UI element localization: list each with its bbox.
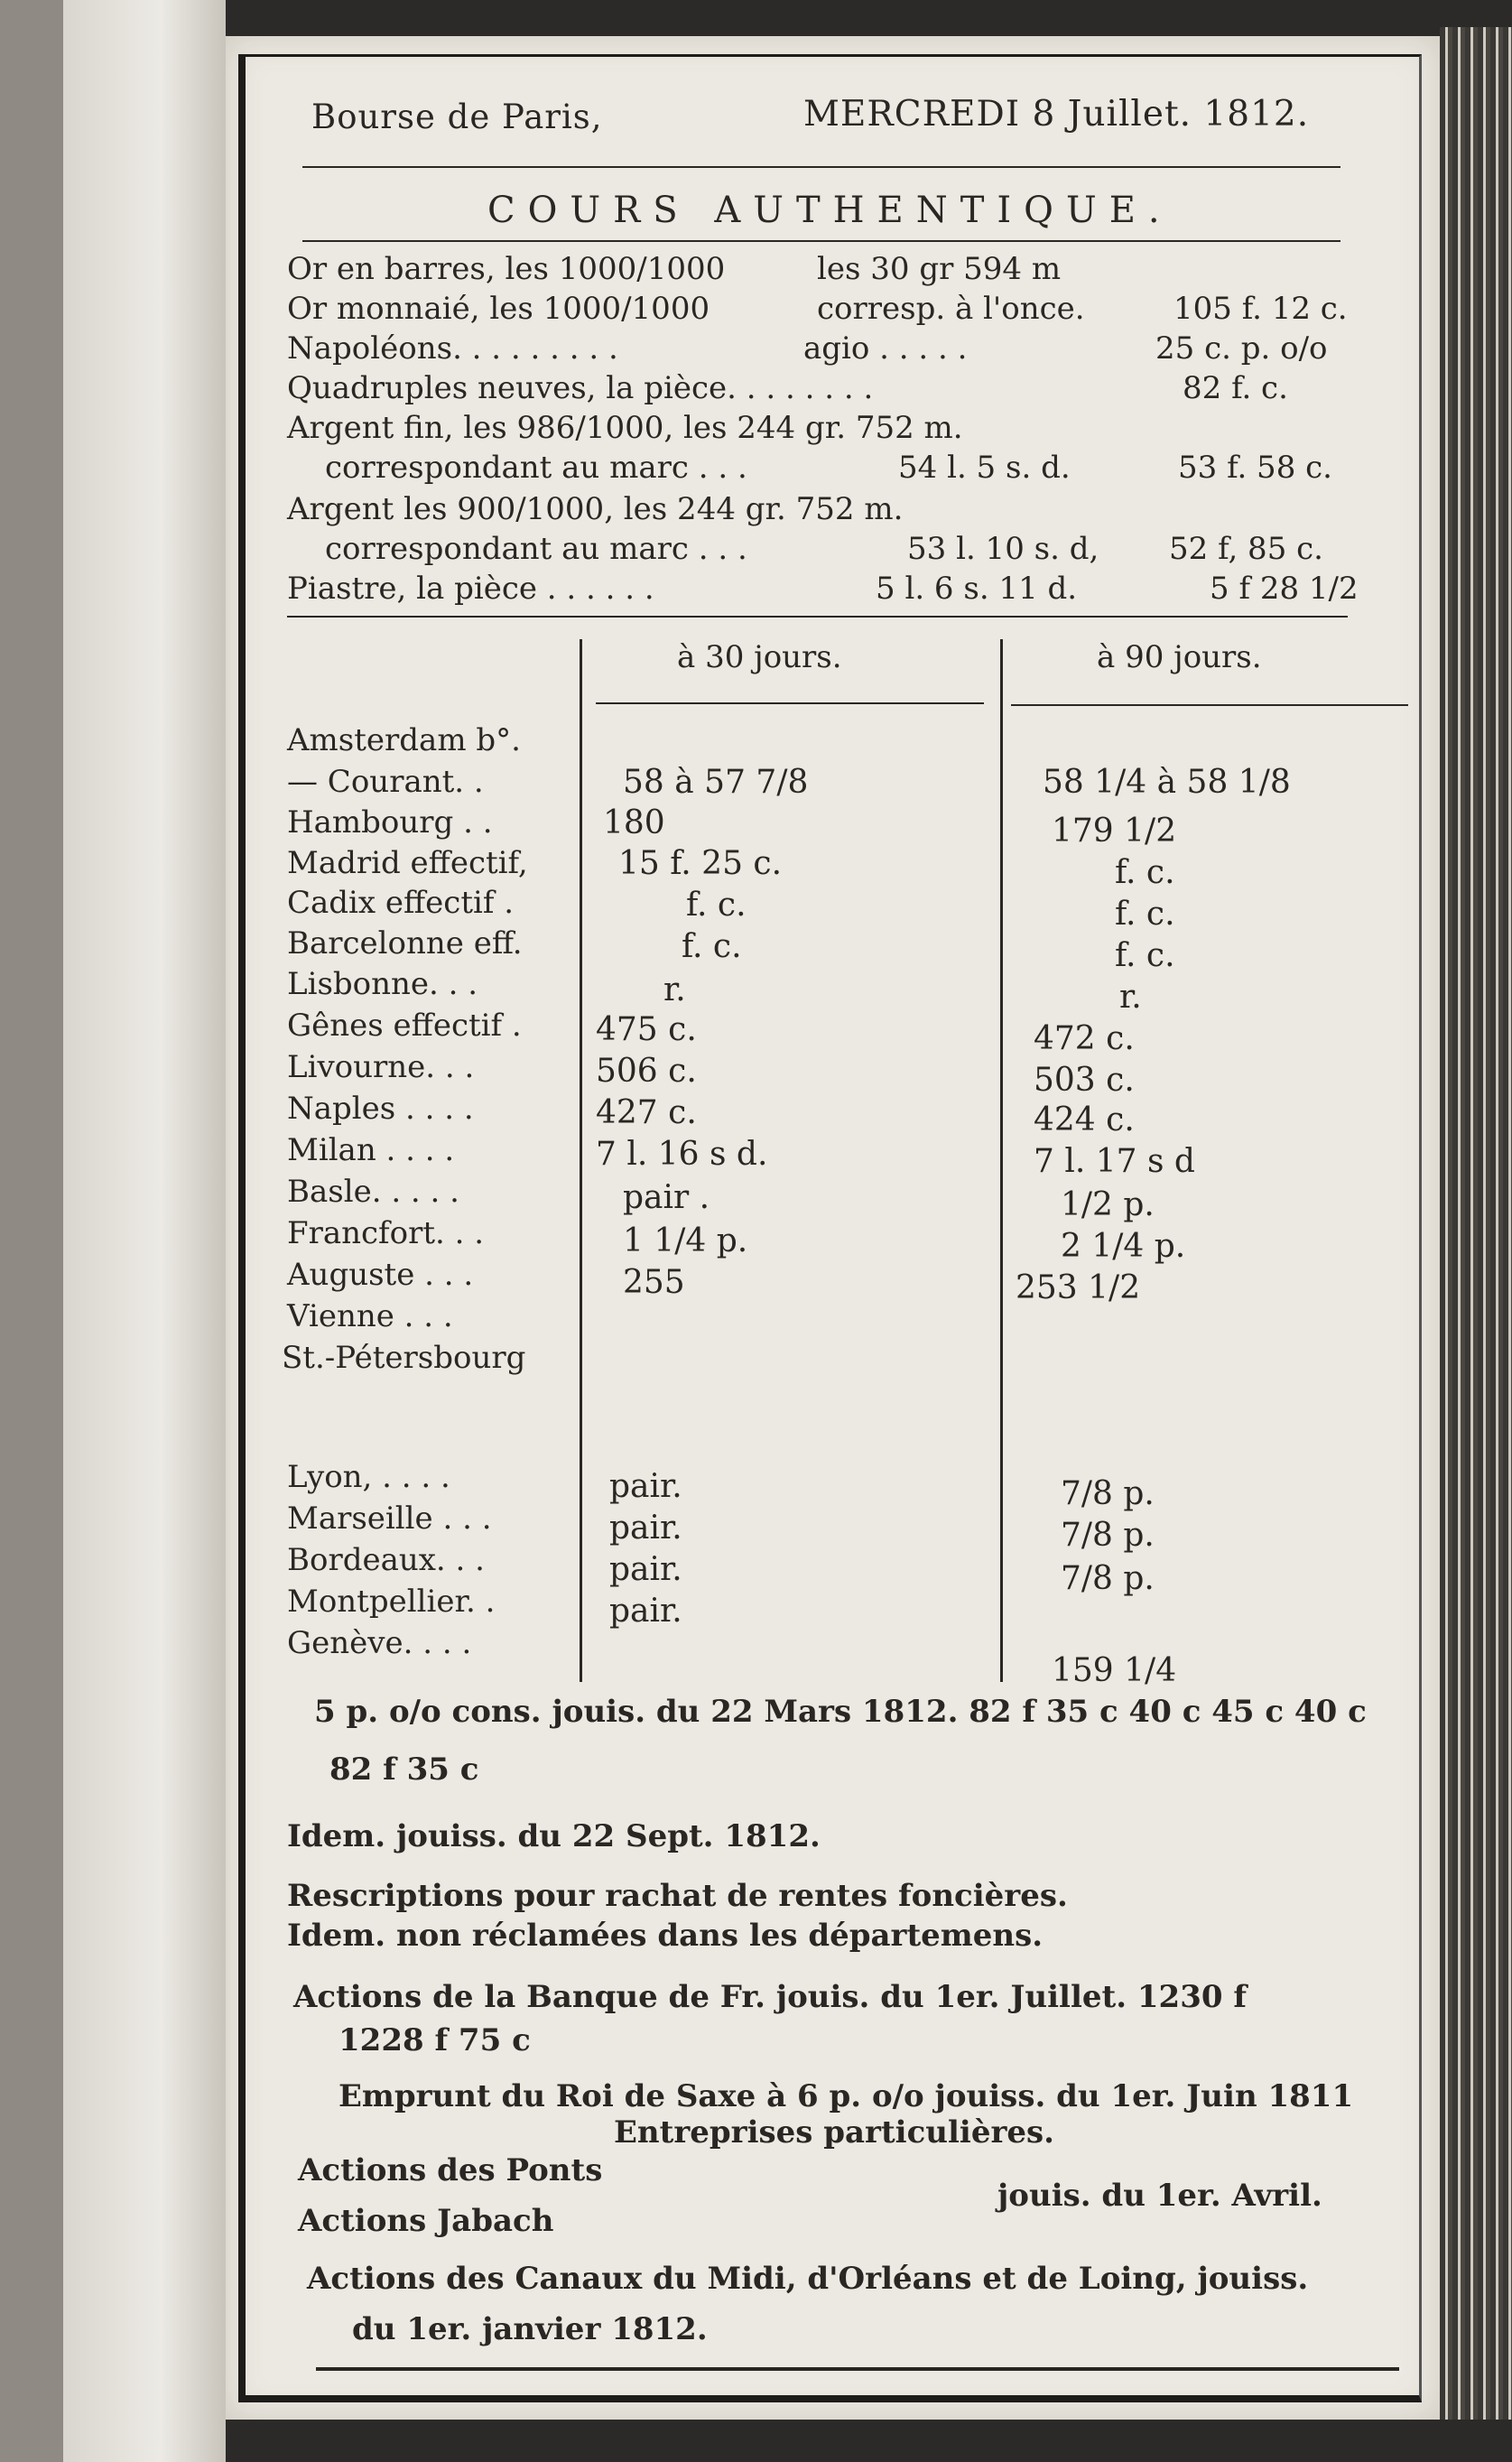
rate-30: 58 à 57 7/8 bbox=[623, 764, 809, 801]
city-name: Marseille . . . bbox=[287, 1500, 492, 1537]
rate-90: f. c. bbox=[1115, 937, 1175, 974]
rate-30: 506 c. bbox=[596, 1053, 697, 1090]
rate-90: 1/2 p. bbox=[1061, 1186, 1155, 1223]
fund-line: 5 p. o/o cons. jouis. du 22 Mars 1812. 82 f 35 c 40 c 45 c 40 c bbox=[314, 1694, 1367, 1730]
metal-label: Argent les 900/1000, les 244 gr. 752 m. bbox=[287, 491, 904, 527]
metal-detail: 54 l. 5 s. d. bbox=[898, 450, 1071, 486]
col-rule bbox=[596, 702, 984, 704]
column-divider bbox=[1000, 639, 1003, 1682]
city-name: Basle. . . . . bbox=[287, 1174, 459, 1210]
city-name: St.-Pétersbourg bbox=[282, 1340, 526, 1376]
rate-30: 180 bbox=[603, 804, 665, 841]
fund-line: Idem. jouiss. du 22 Sept. 1812. bbox=[287, 1818, 821, 1854]
rate-30: pair. bbox=[609, 1593, 682, 1630]
rate-90: f. c. bbox=[1115, 854, 1175, 891]
fund-line: du 1er. janvier 1812. bbox=[352, 2311, 708, 2347]
city-name: Genève. . . . bbox=[287, 1625, 472, 1661]
rate-30: 475 c. bbox=[596, 1011, 697, 1048]
city-name: Naples . . . . bbox=[287, 1091, 474, 1127]
city-name: Lyon, . . . . bbox=[287, 1459, 450, 1495]
rate-90: 2 1/4 p. bbox=[1061, 1228, 1186, 1265]
metal-label: Quadruples neuves, la pièce. . . . . . . . bbox=[287, 370, 874, 406]
rate-90: 472 c. bbox=[1034, 1020, 1135, 1057]
metal-label: Or monnaié, les 1000/1000 bbox=[287, 291, 710, 327]
rate-30: 7 l. 16 s d. bbox=[596, 1136, 768, 1173]
metal-detail: 5 l. 6 s. 11 d. bbox=[876, 571, 1078, 607]
city-name: Barcelonne eff. bbox=[287, 925, 523, 962]
metal-label: Piastre, la pièce . . . . . . bbox=[287, 571, 654, 607]
city-name: Gênes effectif . bbox=[287, 1008, 522, 1044]
rate-90: 503 c. bbox=[1034, 1062, 1135, 1099]
document-page bbox=[226, 36, 1440, 2420]
metal-label: correspondant au marc . . . bbox=[325, 450, 747, 486]
city-name: Hambourg . . bbox=[287, 804, 493, 841]
city-name: Lisbonne. . . bbox=[287, 966, 478, 1002]
fund-line: jouis. du 1er. Avril. bbox=[997, 2178, 1322, 2214]
metal-label: Napoléons. . . . . . . . . bbox=[287, 330, 618, 367]
fund-line: Actions des Ponts bbox=[298, 2152, 603, 2188]
fund-line: Emprunt du Roi de Saxe à 6 p. o/o jouiss. du 1er. Juin 1811 bbox=[339, 2078, 1354, 2114]
rate-90: 7/8 p. bbox=[1061, 1475, 1155, 1512]
header-date: MERCREDI 8 Juillet. 1812. bbox=[803, 94, 1310, 135]
city-name: Madrid effectif, bbox=[287, 845, 528, 881]
city-name: Livourne. . . bbox=[287, 1049, 475, 1085]
metal-value: 53 f. 58 c. bbox=[1178, 450, 1332, 486]
metal-value: 105 f. 12 c. bbox=[1173, 291, 1348, 327]
rate-90: 179 1/2 bbox=[1052, 813, 1177, 850]
rate-90: 159 1/4 bbox=[1052, 1652, 1177, 1689]
rate-90: r. bbox=[1119, 979, 1142, 1016]
fund-line: Actions des Canaux du Midi, d'Orléans et de Loing, jouiss. bbox=[307, 2261, 1309, 2297]
rate-30: pair. bbox=[609, 1510, 682, 1547]
rate-90: 424 c. bbox=[1034, 1101, 1135, 1138]
rate-90: 7/8 p. bbox=[1061, 1560, 1155, 1597]
col-header-30: à 30 jours. bbox=[677, 639, 842, 675]
city-name: Montpellier. . bbox=[287, 1584, 496, 1620]
rate-30: 15 f. 25 c. bbox=[618, 845, 783, 882]
city-name: Cadix effectif . bbox=[287, 885, 515, 921]
metal-detail: agio . . . . . bbox=[803, 330, 968, 367]
rate-30: 1 1/4 p. bbox=[623, 1222, 748, 1259]
title-rule bbox=[302, 240, 1340, 242]
rate-30: pair . bbox=[623, 1179, 710, 1216]
metal-label: Or en barres, les 1000/1000 bbox=[287, 251, 726, 287]
metal-value: 52 f, 85 c. bbox=[1169, 531, 1323, 567]
rate-90: 7 l. 17 s d bbox=[1034, 1143, 1195, 1180]
fund-line: Idem. non réclamées dans les départemens. bbox=[287, 1918, 1044, 1954]
metal-detail: corresp. à l'once. bbox=[817, 291, 1085, 327]
header-left: Bourse de Paris, bbox=[311, 98, 603, 136]
fund-line: 1228 f 75 c bbox=[339, 2022, 531, 2058]
city-name: Vienne . . . bbox=[287, 1298, 453, 1334]
metal-value: 82 f. c. bbox=[1183, 370, 1288, 406]
city-name: Auguste . . . bbox=[287, 1257, 474, 1293]
rate-30: 255 bbox=[623, 1264, 685, 1301]
city-name: — Courant. . bbox=[287, 764, 484, 800]
fund-line: Actions de la Banque de Fr. jouis. du 1er. Juillet. 1230 f bbox=[293, 1979, 1247, 2015]
rate-30: r. bbox=[663, 971, 686, 1008]
rate-30: pair. bbox=[609, 1551, 682, 1588]
metal-label: correspondant au marc . . . bbox=[325, 531, 747, 567]
col-rule bbox=[1011, 704, 1408, 706]
metal-value: 25 c. p. o/o bbox=[1155, 330, 1328, 367]
rate-90: f. c. bbox=[1115, 896, 1175, 933]
metal-detail: 53 l. 10 s. d, bbox=[907, 531, 1099, 567]
footer-rule bbox=[316, 2367, 1399, 2371]
rate-90: 7/8 p. bbox=[1061, 1517, 1155, 1554]
city-name: Francfort. . . bbox=[287, 1215, 485, 1251]
rate-90: 58 1/4 à 58 1/8 bbox=[1043, 764, 1291, 801]
rate-30: f. c. bbox=[686, 887, 747, 924]
city-name: Bordeaux. . . bbox=[287, 1542, 485, 1578]
page-stack-edge bbox=[1440, 27, 1512, 2420]
rate-30: pair. bbox=[609, 1468, 682, 1505]
city-name: Milan . . . . bbox=[287, 1132, 455, 1168]
rate-30: f. c. bbox=[682, 928, 742, 965]
book-gutter bbox=[63, 0, 226, 2462]
metal-value: 5 f 28 1/2 bbox=[1210, 571, 1359, 607]
page-title: COURS AUTHENTIQUE. bbox=[487, 190, 1173, 231]
metals-rule bbox=[287, 616, 1348, 618]
col-header-90: à 90 jours. bbox=[1097, 639, 1262, 675]
fund-line: Rescriptions pour rachat de rentes foncières. bbox=[287, 1878, 1068, 1914]
metal-label: Argent fin, les 986/1000, les 244 gr. 752 m. bbox=[287, 410, 963, 446]
city-name: Amsterdam b°. bbox=[287, 722, 521, 758]
rate-90: 253 1/2 bbox=[1016, 1269, 1141, 1306]
header-rule bbox=[302, 166, 1340, 168]
fund-line: Actions Jabach bbox=[298, 2203, 554, 2239]
book-binding bbox=[0, 0, 63, 2462]
metal-detail: les 30 gr 594 m bbox=[817, 251, 1062, 287]
column-divider bbox=[580, 639, 582, 1682]
fund-line: 82 f 35 c bbox=[329, 1751, 479, 1788]
section-heading: Entreprises particulières. bbox=[614, 2114, 1054, 2151]
rate-30: 427 c. bbox=[596, 1094, 697, 1131]
